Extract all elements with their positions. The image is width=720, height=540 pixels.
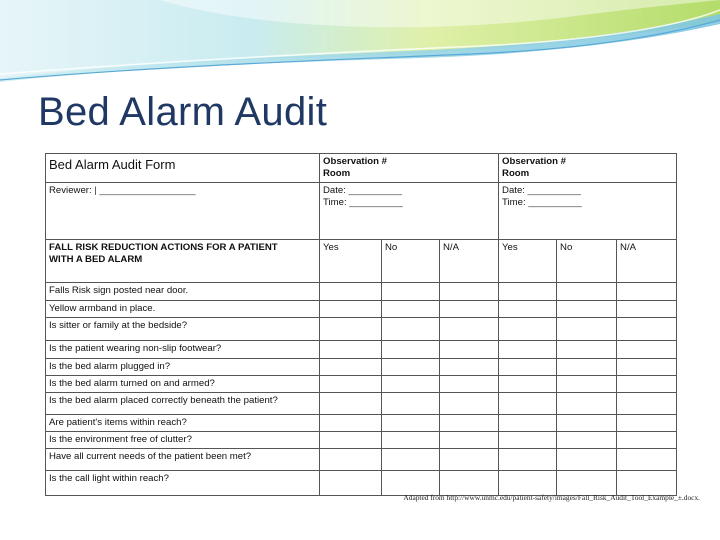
answer-header: Yes [320, 240, 382, 283]
observation-header-2 [499, 154, 677, 183]
answer-cell[interactable] [440, 359, 499, 376]
reviewer-field[interactable] [46, 183, 320, 240]
question-row [46, 359, 677, 376]
question-row [46, 283, 677, 301]
answer-cell[interactable] [617, 471, 677, 496]
answer-cell[interactable] [617, 318, 677, 341]
answer-header: Yes [499, 240, 557, 283]
section-header-line: WITH A BED ALARM [49, 254, 143, 265]
answer-cell[interactable] [499, 301, 557, 318]
observation-label: Observation # [323, 156, 387, 167]
question-text: Is the bed alarm turned on and armed? [46, 376, 320, 393]
time-blank: __________ [349, 197, 403, 208]
answer-cell[interactable] [617, 283, 677, 301]
answer-cell[interactable] [320, 471, 382, 496]
answer-cell[interactable] [617, 376, 677, 393]
answer-cell[interactable] [320, 318, 382, 341]
reviewer-blank: | __________________ [94, 185, 196, 196]
question-text: Is the environment free of clutter? [46, 432, 320, 449]
datetime-field-2[interactable] [499, 183, 677, 240]
answer-cell[interactable] [440, 432, 499, 449]
room-label: Room [323, 168, 351, 179]
answer-cell[interactable] [440, 415, 499, 432]
answer-cell[interactable] [440, 283, 499, 301]
answer-cell[interactable] [320, 432, 382, 449]
question-text: Have all current needs of the patient been met? [46, 449, 320, 471]
answer-cell[interactable] [440, 393, 499, 415]
time-label: Time: [502, 197, 526, 208]
answer-cell[interactable] [320, 283, 382, 301]
question-text: Is sitter or family at the bedside? [46, 318, 320, 341]
answer-cell[interactable] [557, 449, 617, 471]
date-label: Date: [323, 185, 346, 196]
answer-cell[interactable] [499, 318, 557, 341]
date-label: Date: [502, 185, 525, 196]
answer-cell[interactable] [382, 393, 440, 415]
answer-cell[interactable] [440, 341, 499, 359]
answer-cell[interactable] [617, 415, 677, 432]
question-text: Falls Risk sign posted near door. [46, 283, 320, 301]
form-title: Bed Alarm Audit Form [46, 154, 320, 183]
answer-cell[interactable] [617, 449, 677, 471]
question-row [46, 376, 677, 393]
answer-cell[interactable] [617, 341, 677, 359]
answer-cell[interactable] [320, 415, 382, 432]
question-row [46, 393, 677, 415]
answer-cell[interactable] [320, 449, 382, 471]
answer-cell[interactable] [382, 341, 440, 359]
answer-cell[interactable] [557, 415, 617, 432]
answer-cell[interactable] [382, 283, 440, 301]
header-wave-decoration [0, 0, 720, 90]
answer-cell[interactable] [499, 376, 557, 393]
answer-cell[interactable] [499, 471, 557, 496]
observation-label: Observation # [502, 156, 566, 167]
answer-cell[interactable] [440, 471, 499, 496]
answer-cell[interactable] [617, 359, 677, 376]
section-header-line: FALL RISK REDUCTION ACTIONS FOR A PATIENT [49, 242, 278, 253]
question-text: Yellow armband in place. [46, 301, 320, 318]
answer-cell[interactable] [557, 318, 617, 341]
answer-cell[interactable] [320, 359, 382, 376]
question-row [46, 301, 677, 318]
answer-cell[interactable] [382, 376, 440, 393]
time-label: Time: [323, 197, 347, 208]
answer-cell[interactable] [320, 301, 382, 318]
answer-cell[interactable] [557, 432, 617, 449]
question-row [46, 432, 677, 449]
answer-cell[interactable] [499, 341, 557, 359]
answer-cell[interactable] [617, 432, 677, 449]
observation-header-1 [320, 154, 499, 183]
question-text: Are patient's items within reach? [46, 415, 320, 432]
source-caption: Adapted from http://www.unmc.edu/patient-safety/images/Fall_Risk_Audit_Tool_Example_±.docx. [403, 493, 700, 502]
answer-cell[interactable] [557, 393, 617, 415]
reviewer-label: Reviewer: [49, 185, 92, 196]
answer-cell[interactable] [320, 376, 382, 393]
answer-cell[interactable] [440, 376, 499, 393]
room-label: Room [502, 168, 530, 179]
answer-cell[interactable] [557, 283, 617, 301]
answer-cell[interactable] [382, 318, 440, 341]
answer-cell[interactable] [440, 449, 499, 471]
answer-cell[interactable] [382, 432, 440, 449]
answer-cell[interactable] [557, 471, 617, 496]
answer-cell[interactable] [382, 301, 440, 318]
answer-cell[interactable] [499, 415, 557, 432]
answer-cell[interactable] [382, 471, 440, 496]
answer-cell[interactable] [557, 376, 617, 393]
answer-cell[interactable] [320, 393, 382, 415]
question-row [46, 471, 677, 496]
question-text: Is the call light within reach? [46, 471, 320, 496]
answer-cell[interactable] [617, 301, 677, 318]
answer-cell[interactable] [320, 341, 382, 359]
answer-cell[interactable] [499, 449, 557, 471]
answer-header: No [557, 240, 617, 283]
answer-cell[interactable] [499, 283, 557, 301]
answer-header: No [382, 240, 440, 283]
time-blank: __________ [528, 197, 582, 208]
answer-cell[interactable] [499, 432, 557, 449]
answer-cell[interactable] [440, 301, 499, 318]
date-blank: __________ [527, 185, 581, 196]
answer-cell[interactable] [382, 359, 440, 376]
answer-cell[interactable] [382, 415, 440, 432]
answer-cell[interactable] [499, 359, 557, 376]
answer-cell[interactable] [617, 393, 677, 415]
question-row [46, 415, 677, 432]
answer-cell[interactable] [382, 449, 440, 471]
section-header [46, 240, 320, 283]
question-text: Is the bed alarm placed correctly beneath the patient? [46, 393, 320, 415]
answer-cell[interactable] [440, 318, 499, 341]
date-blank: __________ [348, 185, 402, 196]
answer-header: N/A [440, 240, 499, 283]
answer-cell[interactable] [557, 301, 617, 318]
answer-cell[interactable] [499, 393, 557, 415]
question-row [46, 449, 677, 471]
datetime-field-1[interactable] [320, 183, 499, 240]
answer-cell[interactable] [557, 341, 617, 359]
question-text: Is the bed alarm plugged in? [46, 359, 320, 376]
question-row [46, 318, 677, 341]
slide-title: Bed Alarm Audit [38, 90, 328, 134]
answer-cell[interactable] [557, 359, 617, 376]
question-text: Is the patient wearing non-slip footwear? [46, 341, 320, 359]
question-row [46, 341, 677, 359]
answer-header: N/A [617, 240, 677, 283]
bed-alarm-audit-form [45, 153, 677, 496]
